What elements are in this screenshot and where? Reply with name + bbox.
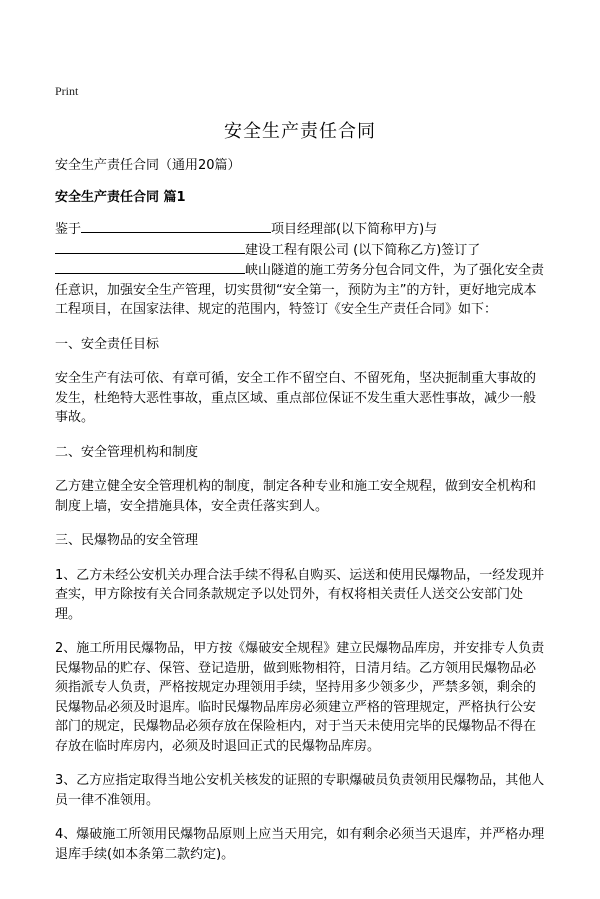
section-paragraph: 安全生产有法可依、有章可循，安全工作不留空白、不留死角，坚决扼制重大事故的发生，杜绝特大恶性事故，重点区域、重点部位保证不发生重大恶性事故，减少一般事故。 xyxy=(55,371,537,425)
section-paragraph: 4、爆破施工所领用民爆物品原则上应当天用完，如有剩余必须当天退库，并严格办理退库手续(如本条第二款约定)。 xyxy=(55,827,545,862)
intro-paragraph xyxy=(55,219,545,320)
blank-project xyxy=(55,260,245,274)
section-heading: 一、安全责任目标 xyxy=(55,336,160,352)
document-body xyxy=(55,219,545,864)
part-heading: 安全生产责任合同 篇1 xyxy=(55,190,186,205)
document-subtitle: 安全生产责任合同（通用20篇） xyxy=(55,158,241,173)
section-heading: 二、安全管理机构和制度 xyxy=(55,444,199,460)
intro-line1-prefix: 鉴于 xyxy=(55,222,82,237)
print-label[interactable]: Print xyxy=(55,84,79,98)
section-paragraph: 乙方建立健全安全管理机构的制度，制定各种专业和施工安全规程，做到安全机构和制度上墙，安全措施具体，安全责任落实到人。 xyxy=(55,479,537,514)
intro-line2-suffix: 建设工程有限公司 (以下简称乙方)签订了 xyxy=(245,242,481,258)
intro-line3-rest: 峡山隧道的施工劳务分包合同文件，为了强化安全责任意识，加强安全生产管理，切实贯彻“安全第一，预防为主”的方针，更好地完成本工程项目，在国家法律、规定的范围内，特签订《安全生产责任合同》如下： xyxy=(55,263,545,317)
section-paragraph: 3、乙方应指定取得当地公安机关核发的证照的专职爆破员负责领用民爆物品，其他人员一律不准领用。 xyxy=(55,773,545,808)
section-paragraph: 1、乙方未经公安机关办理合法手续不得私自购买、运送和使用民爆物品，一经发现并查实，甲方除按有关合同条款规定予以处罚外，有权将相关责任人送交公安部门处理。 xyxy=(55,567,545,622)
intro-line1-suffix: 项目经理部(以下简称甲方)与 xyxy=(271,222,438,237)
document-title: 安全生产责任合同 xyxy=(224,121,376,142)
blank-party-b xyxy=(55,240,245,254)
section-paragraph: 2、施工所用民爆物品，甲方按《爆破安全规程》建立民爆物品库房，并安排专人负责民爆物品的贮存、保管、登记造册，做到账物相符，日清月结。乙方领用民爆物品必须指派专人负责，严格按规定办理领用手续，坚持用多少领多少，严禁多领，剩余的民爆物品必须及时退库。临时民爆物品库房必须建立严格的管理规定，严格执行公安部门的规定，民爆物品必须存放在保险柜内，对于当天未使用完毕的民爆物品不得在存放在临时库房内，必须及时退回正式的民爆物品库房。 xyxy=(55,641,545,754)
section-heading: 三、民爆物品的安全管理 xyxy=(55,533,199,548)
blank-party-a xyxy=(81,219,271,233)
